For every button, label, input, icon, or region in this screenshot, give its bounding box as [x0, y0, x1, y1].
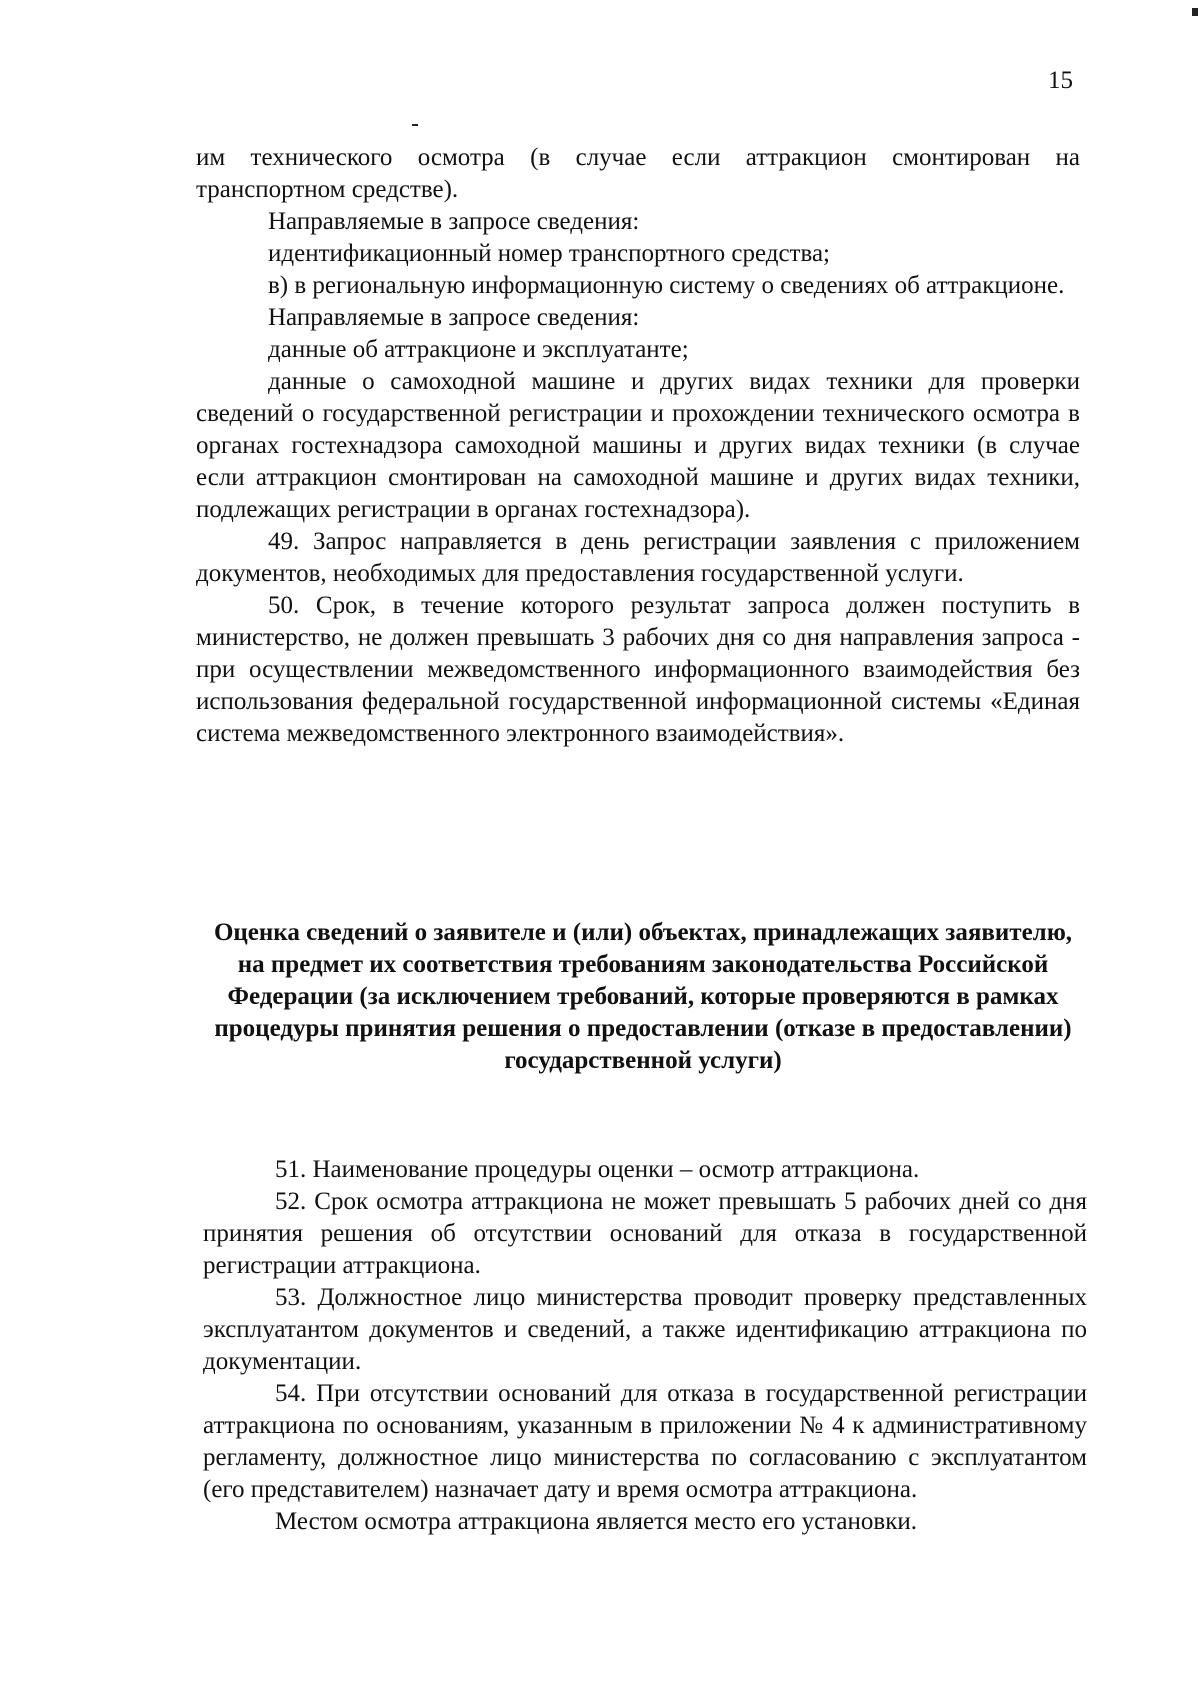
paragraph-regional-system: в) в региональную информационную систему о сведениях об аттракционе.	[268, 272, 1065, 299]
paragraph-inspection-place: Местом осмотра аттракциона является место его установки.	[275, 1508, 917, 1535]
body-text-bottom	[203, 1154, 1087, 1538]
paragraph-requested-info-2: Направляемые в запросе сведения:	[268, 304, 640, 331]
paragraph-50: 50. Срок, в течение которого результат запроса должен поступить в министерство, не должен превышать 3 рабочих дня со дня направления запроса - при осуществлении межведомственного информационного взаимодействия без использования федеральной государственной информационной системы «Единая система межведомственного электронного взаимодействия».	[196, 592, 1080, 747]
paragraph-53: 53. Должностное лицо министерства проводит проверку представленных эксплуатантом документов и сведений, а также идентификацию аттракциона по документации.	[203, 1284, 1087, 1375]
paragraph-vin: идентификационный номер транспортного средства;	[268, 240, 830, 267]
paragraph-52: 52. Срок осмотра аттракциона не может превышать 5 рабочих дней со дня принятия решения об отсутствии оснований для отказа в государственной регистрации аттракциона.	[203, 1188, 1087, 1279]
paragraph-requested-info-1: Направляемые в запросе сведения:	[268, 208, 640, 235]
scan-speck	[412, 124, 418, 126]
paragraph-self-propelled-machine: данные о самоходной машине и других видах техники для проверки сведений о государственной регистрации и прохождении технического осмотра в органах гостехнадзора самоходной машины и других видах техники (в случае если аттракцион смонтирован на самоходной машине и других видах техники, подлежащих регистрации в органах гостехнадзора).	[196, 368, 1080, 523]
scan-mark	[1192, 8, 1198, 16]
paragraph-attraction-data: данные об аттракционе и эксплуатанте;	[268, 336, 689, 363]
section-heading: Оценка сведений о заявителе и (или) объектах, принадлежащих заявителю, на предмет их соответствия требованиям законодательства Российской Федерации (за исключением требований, которые проверяются в рамках процедуры принятия решения о предоставлении (отказе в предоставлении) государственной услуги)	[213, 919, 1073, 1074]
paragraph-54: 54. При отсутствии оснований для отказа в государственной регистрации аттракциона по основаниям, указанным в приложении № 4 к административному регламенту, должностное лицо министерства по согласованию с эксплуатантом (его представителем) назначает дату и время осмотра аттракциона.	[203, 1380, 1087, 1503]
body-text-top	[196, 142, 1080, 750]
paragraph-51: 51. Наименование процедуры оценки – осмотр аттракциона.	[275, 1156, 920, 1183]
paragraph-49: 49. Запрос направляется в день регистрации заявления с приложением документов, необходимых для предоставления государственной услуги.	[196, 528, 1080, 587]
page-number: 15	[1048, 67, 1073, 94]
paragraph-vehicle-inspection: им технического осмотра (в случае если аттракцион смонтирован на транспортном средстве).	[196, 144, 1080, 203]
